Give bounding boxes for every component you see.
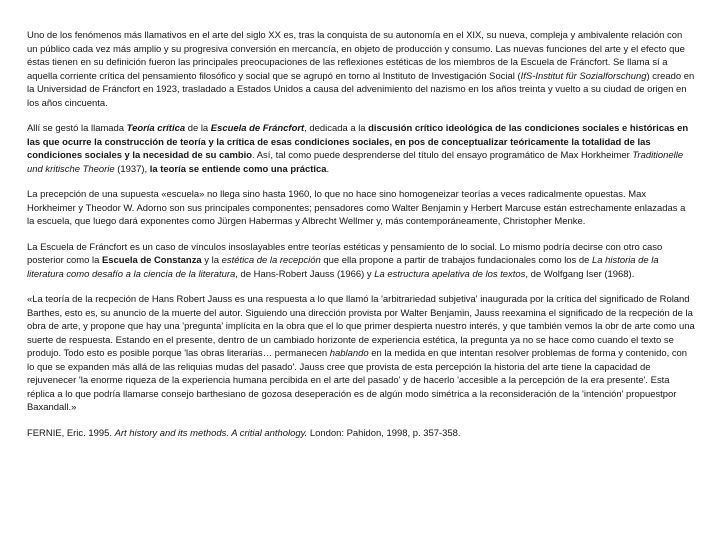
paragraph-intro [27,29,695,110]
frankfurt-school-term: Escuela de Fráncfort [210,123,305,134]
konstanz-text-3: que ella propone a partir de trabajos fundacionales como los de [320,255,593,266]
paragraph-critical-theory [27,122,695,176]
critical-theory-text-2: de la [185,123,211,134]
critical-theory-term: Teoría crítica [126,123,186,134]
konstanz-text-1: La Escuela de Fráncfort es un caso de vínculos insoslayables entre teorías estéticas y pensamiento de lo social. Lo mismo podría decirse con otro caso posterior como la [27,241,663,266]
reference-author: FERNIE, Eric. 1995. [27,427,115,439]
critical-theory-text-6: . [326,163,330,175]
reference-title: Art history and its methods. A critial anthology. [114,427,308,439]
critical-theory-text-1: Allí se gestó la llamada [27,123,127,134]
konstanz-text-5: , de Wolfgang Iser (1968). [525,268,635,280]
institute-name: IfS-Institut für Sozialforschung [520,70,647,82]
paragraph-quote [27,293,695,415]
critical-theory-text-3: , dedicada a la [304,123,369,134]
quote-emphasis: hablando [329,348,369,359]
paragraph-konstanz [27,241,695,282]
theory-as-practice: la teoría se entiende como una práctica [149,163,327,175]
quote-text-2: en la medida en que intentan resolver problemas de forma y contenido, con lo que se expanden más allá de las reliquias mudas del pasado'. Jauss cree que provista de esta percepción la historia del arte tiene la capacidad de rejuvenecer 'la enorme riqueza de la experiencia humana percibida en el arte del pasado' y de hacerlo 'accesible a la percepción de la era presente'. Esta réplica a lo que podría llamarse consejo barthesiano de gozosa deseperación es de algún modo simétrica a la reconsideración de la 'intención' propuestpor Baxandall.» [27,348,688,413]
konstanz-school-term: Escuela de Constanza [102,255,202,266]
reference-publication: London: Pahidon, 1998, p. 357-358. [307,427,461,439]
critical-theory-text-5: (1937), [114,163,150,175]
reception-aesthetics-term: estética de la recepción [221,255,321,266]
document-page [27,29,695,451]
jauss-book-title: La historia de la literatura como desafío a la ciencia de la literatura [27,255,659,280]
iser-book-title: La estructura apelativa de los textos [374,268,526,280]
essay-title: Traditionelle und kritische Theorie [27,150,684,175]
konstanz-text-4: , de Hans-Robert Jauss (1966) y [235,268,375,280]
intro-text: Uno de los fenómenos más llamativos en el arte del siglo XX es, tras la conquista de su autonomía en el XIX, su nueva, compleja y ambivalente relación con un público cada vez más amplio y su progresiva conversión en mercancía, en objeto de producción y consumo. Las nuevas funciones del arte y el efecto que éstas tienen en su definición fueron las principales preocupaciones de las reflexiones estéticas de los miembros de la Escuela de Fráncfort. Se llama sí a aquella corriente crítica del pensamiento filosófico y social que se agrupó en torno al Instituto de Investigación Social ( [27,30,685,82]
reference-citation [27,427,695,441]
critical-theory-definition: discusión crítico ideológica de las condiciones sociales e históricas en las que ocurre la construcción de teoría y la crítica de esas condiciones sociales, en pos de conceptualizar teóricamente la totalidad de las condiciones sociales y la necesidad de su cambio [27,123,689,161]
school-members-text: La precepción de una supuesta «escuela» no llega sino hasta 1960, lo que no hace sino homogeneizar teorías a veces radicalmente opuestas. Max Horkheimer y Theodor W. Adorno son sus principales componentes; pensadores como Walter Benjamin y Herbert Marcuse están estrechamente enlazadas a la escuela, que luego dará exponentes como Jürgen Habermas y Albrecht Wellmer y, más contemporáneamente, Christopher Menke. [27,189,686,227]
konstanz-text-2: y la [201,255,222,266]
paragraph-school-members [27,188,695,229]
intro-text-end: ) creado en la Universidad de Fráncfort en 1923, trasladado a Estados Unidos a causa del advenimiento del nazismo en los años treinta y vuelto a su ciudad de origen en los años cincuenta. [27,70,695,109]
critical-theory-text-4: . Así, tal como puede desprenderse del título del ensayo programático de Max Horkheimer [252,150,633,161]
quote-text-1: «La teoría de la recpeción de Hans Robert Jauss es una respuesta a lo que llamó la 'arbitrariedad subjetiva' inaugurada por la crítica del significado de Roland Barthes, esto es, su anuncio de la muerte del autor. Siguiendo una dirección provista por Walter Benjamin, Jauss reexamina el significado de la recpeción de la obra de arte, y propone que hay una 'pregunta' implícita en la obra que el lo que primer despierta nuestro interés, y que también vemos la obr de arte como una suerte de respuesta. Estando en el presente, dentro de un cambiado horizonte de experiencia estética, la pregunta ya no se hace como cuando el texto se produjo. Todo esto es posible porque 'las obras literarias… permanecen [27,294,695,359]
